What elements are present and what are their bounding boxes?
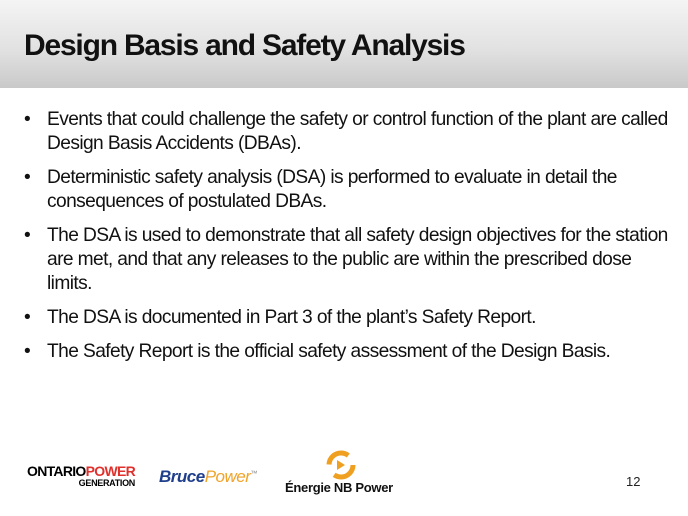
ontario-power-generation-logo (27, 464, 135, 488)
slide-header (0, 0, 688, 88)
bullet-marker: • (24, 341, 31, 362)
slide-title: Design Basis and Safety Analysis (24, 29, 465, 62)
bullet-item (24, 224, 672, 296)
bullet-marker: • (24, 109, 31, 130)
bruce-power-logo (159, 467, 257, 487)
nb-power-text: Énergie NB Power (285, 480, 393, 495)
bullet-text: The DSA is documented in Part 3 of the plant’s Safety Report. (47, 307, 536, 328)
bullet-text: The Safety Report is the official safety assessment of the Design Basis. (47, 341, 611, 362)
bullet-text: Deterministic safety analysis (DSA) is performed to evaluate in detail the consequences of postulated DBAs. (47, 167, 617, 212)
bruce-power-text: Power (204, 467, 251, 486)
bullet-text: The DSA is used to demonstrate that all safety design objectives for the station are met, and that any releases to the public are within the prescribed dose limits. (47, 225, 668, 294)
bullet-item (24, 108, 672, 156)
bullet-item (24, 166, 672, 214)
opg-power-text: POWER (85, 463, 136, 479)
opg-ontario-text: ONTARIO (27, 463, 86, 479)
page-number: 12 (626, 474, 641, 489)
bullet-item (24, 340, 672, 364)
bruce-text: Bruce (159, 467, 205, 486)
footer-logos (0, 448, 688, 508)
bullet-marker: • (24, 225, 31, 246)
bullet-marker: • (24, 167, 31, 188)
trademark-symbol: ™ (250, 470, 257, 478)
bullet-marker: • (24, 307, 31, 328)
opg-generation-text: GENERATION (78, 478, 136, 488)
bullet-item (24, 306, 672, 330)
bullet-text: Events that could challenge the safety or control function of the plant are called Design Basis Accidents (DBAs). (47, 109, 668, 154)
nb-power-swirl-icon (326, 450, 356, 480)
bullet-list (24, 108, 672, 374)
